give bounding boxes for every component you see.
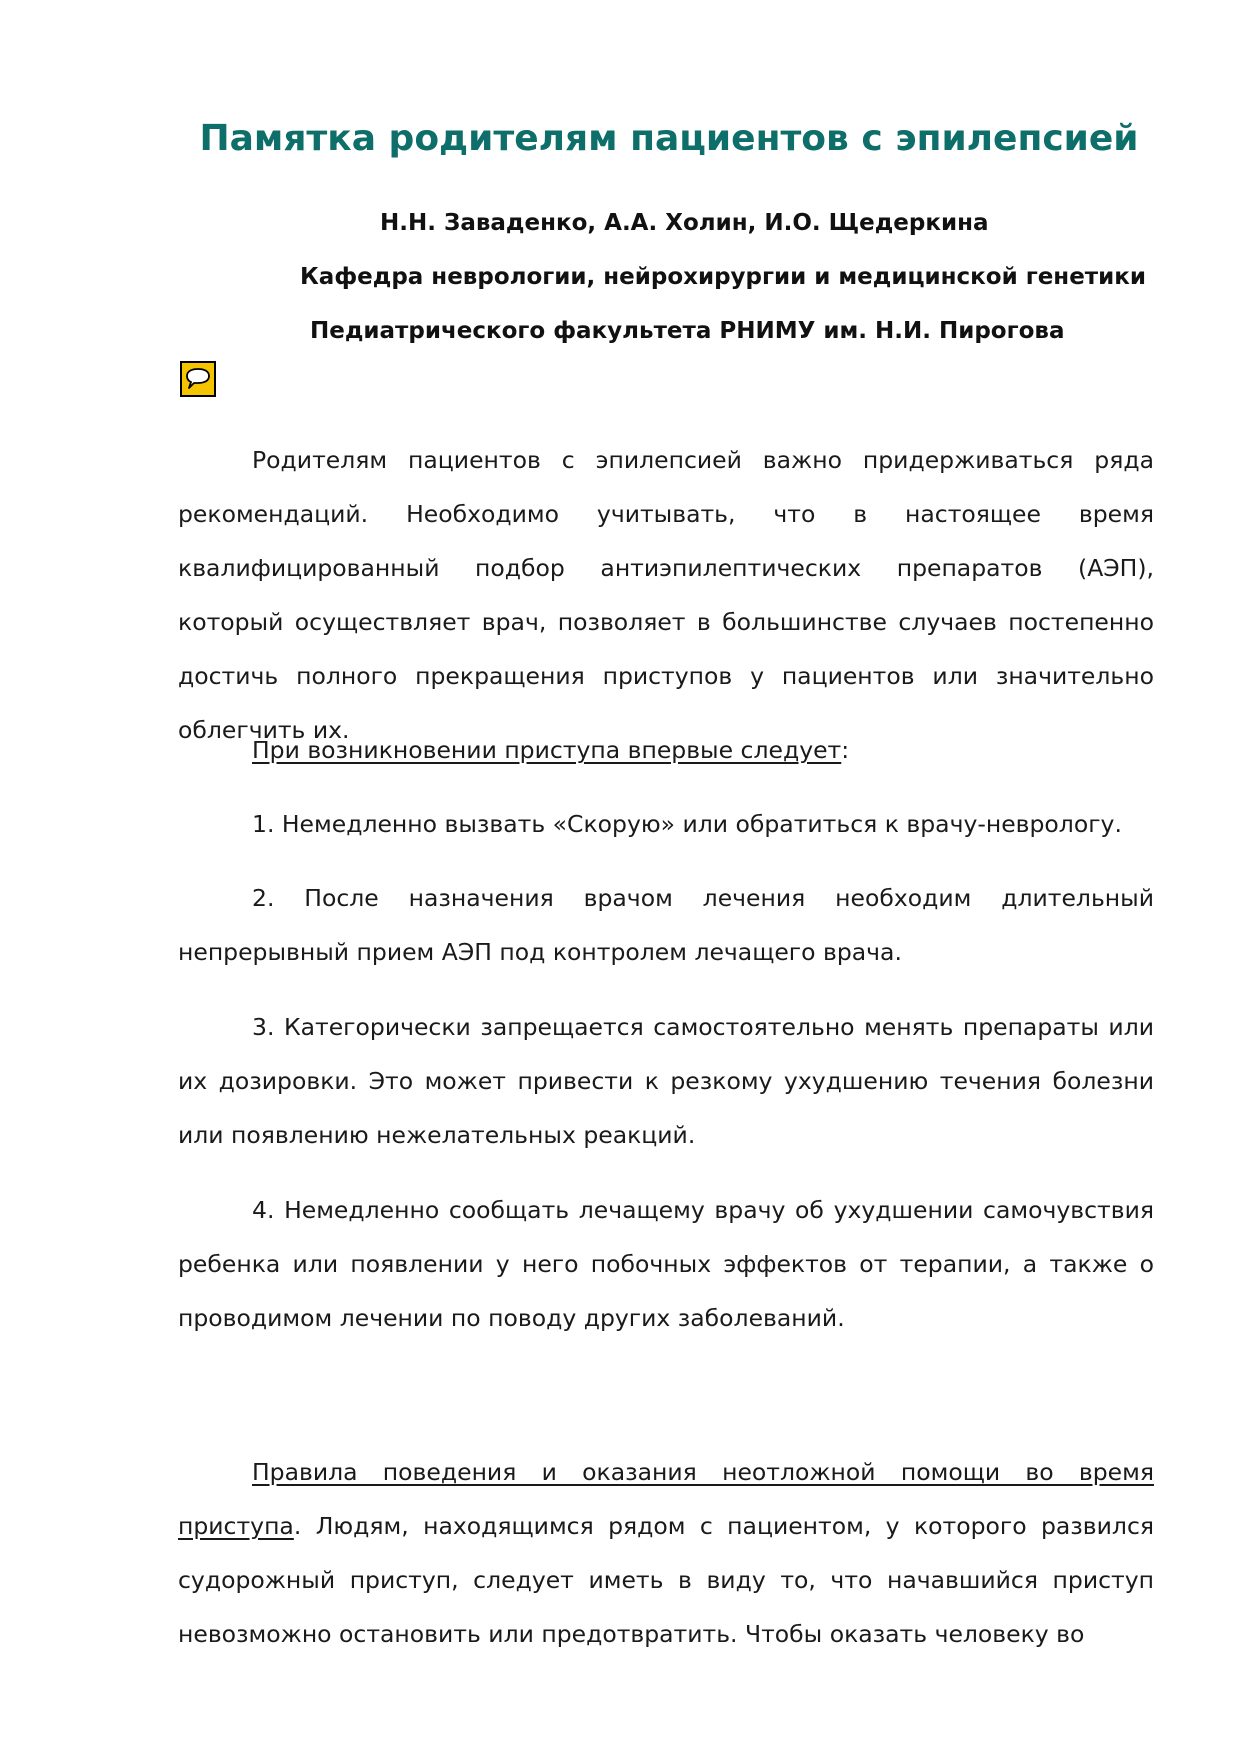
first-seizure-heading [178, 723, 1154, 777]
heading-colon: : [841, 736, 850, 764]
department-line: Кафедра неврологии, нейрохирургии и медицинской генетики [300, 264, 1146, 290]
first-seizure-heading-text: При возникновении приступа впервые следует [252, 736, 842, 764]
authors-line: Н.Н. Заваденко, А.А. Холин, И.О. Щедеркина [380, 210, 989, 236]
rules-paragraph [178, 1445, 1154, 1661]
document-title: Памятка родителям пациентов с эпилепсией [199, 118, 1139, 159]
rules-heading: Правила поведения и оказания неотложной помощи во время приступа [178, 1458, 1154, 1540]
list-item: 4. Немедленно сообщать лечащему врачу об ухудшении самочувствия ребенка или появлении у него побочных эффектов от терапии, а также о проводимом лечении по поводу других заболеваний. [178, 1196, 1154, 1332]
list-item: 1. Немедленно вызвать «Скорую» или обратиться к врачу-неврологу. [252, 810, 1122, 838]
rules-text: . Людям, находящимся рядом с пациентом, у которого развился судорожный приступ, следует иметь в виду то, что начавшийся приступ невозможно остановить или предотвратить. Чтобы оказать человеку во [178, 1512, 1154, 1648]
intro-paragraph: Родителям пациентов с эпилепсией важно придерживаться ряда рекомендаций. Необходимо учитывать, что в настоящее время квалифицированный подбор антиэпилептических препаратов (АЭП), который осуществляет врач, позволяет в большинстве случаев постепенно достичь полного прекращения приступов у пациентов или значительно облегчить их. [178, 446, 1154, 744]
list-item: 2. После назначения врачом лечения необходим длительный непрерывный прием АЭП под контролем лечащего врача. [178, 884, 1154, 966]
faculty-line: Педиатрического факультета РНИМУ им. Н.И. Пирогова [310, 318, 1065, 344]
speech-bubble-icon[interactable] [180, 361, 216, 397]
list-item: 3. Категорически запрещается самостоятельно менять препараты или их дозировки. Это может привести к резкому ухудшению течения болезни или появлению нежелательных реакций. [178, 1013, 1154, 1149]
